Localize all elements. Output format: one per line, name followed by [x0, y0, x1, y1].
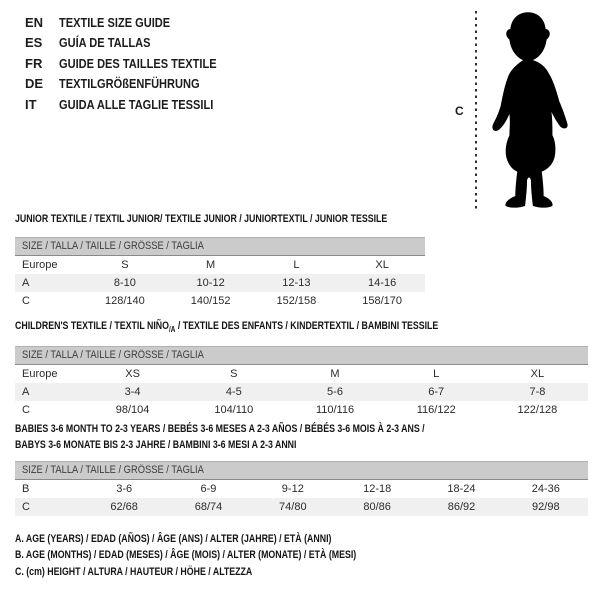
lang-title: GUÍA DE TALLAS: [59, 35, 151, 51]
lang-title: GUIDA ALLE TAGLIE TESSILI: [59, 96, 214, 112]
junior-size-table: [15, 237, 425, 310]
babies-section-title: BABIES 3-6 MONTH TO 2-3 YEARS / BEBÉS 3-6 MESES A 2-3 AÑOS / BÉBÉS 3-6 MOIS À 2-3 ANS / BABYS 3-6 MONATE BIS 2-3 JAHRE / BAMBINI 3-6 MESI A 2-3 ANNI: [15, 423, 425, 451]
height-measure-dashed-line: [475, 11, 477, 209]
footnote-c: C. (cm) HEIGHT / ALTURA / HAUTEUR / HÖHE / ALTEZZA: [15, 565, 253, 578]
lang-code: EN: [25, 14, 44, 30]
lang-title: TEXTILGRÖßENFÜHRUNG: [59, 76, 200, 92]
lang-row-it: [25, 94, 244, 115]
table-row: A 8-10 10-12 12-13 14-16: [15, 274, 425, 292]
lang-row-de: [25, 74, 244, 95]
size-header-bar: SIZE / TALLA / TAILLE / GRÖSSE / TAGLIA: [15, 346, 588, 365]
size-header-bar: SIZE / TALLA / TAILLE / GRÖSSE / TAGLIA: [15, 237, 425, 256]
lang-code: IT: [25, 96, 37, 112]
table-row: C 98/104 104/110 110/116 116/122 122/128: [22, 404, 558, 416]
table-row: A 3-4 4-5 5-6 6-7 7-8: [15, 383, 588, 401]
junior-section-title: JUNIOR TEXTILE / TEXTIL JUNIOR/ TEXTILE JUNIOR / JUNIORTEXTIL / JUNIOR TESSILE: [15, 213, 388, 225]
lang-row-es: [25, 33, 244, 54]
footnote-b: B. AGE (MONTHS) / EDAD (MESES) / ÂGE (MOIS) / ALTER (MONATE) / ETÀ (MESI): [15, 549, 357, 562]
lang-code: ES: [25, 35, 43, 51]
table-row: B 3-6 6-9 9-12 12-18 18-24 24-36: [22, 483, 560, 495]
children-section-title: CHILDREN'S TEXTILE / TEXTIL $NIÑO_{/A}$ / TEXTILE DES ENFANTS / KINDERTEXTIL / BAMBINI TESSILE: [15, 320, 439, 335]
table-row: C 128/140 140/152 152/158 158/170: [22, 295, 402, 307]
table-row: Europe XS S M L XL: [22, 368, 545, 380]
toddler-silhouette-icon: [484, 10, 572, 210]
lang-code: DE: [25, 76, 44, 92]
footnote-a: A. AGE (YEARS) / EDAD (AÑOS) / ÂGE (ANS) / ALTER (JAHRE) / ETÀ (ANNI): [15, 533, 332, 545]
lang-code: FR: [25, 55, 43, 71]
table-row: Europe S M L XL: [22, 259, 389, 271]
lang-title: TEXTILE SIZE GUIDE: [59, 14, 171, 30]
size-header-bar: SIZE / TALLA / TAILLE / GRÖSSE / TAGLIA: [15, 461, 588, 480]
language-legend: [25, 12, 244, 115]
children-size-table: [15, 346, 588, 419]
lang-title: GUIDE DES TAILLES TEXTILE: [59, 55, 217, 71]
lang-row-fr: [25, 53, 244, 74]
table-row: C 62/68 68/74 74/80 80/86 86/92 92/98: [15, 498, 588, 516]
footnotes: [15, 533, 442, 582]
lang-row-en: [25, 12, 244, 33]
height-label-c: C: [455, 104, 464, 118]
babies-size-table: [15, 461, 588, 516]
